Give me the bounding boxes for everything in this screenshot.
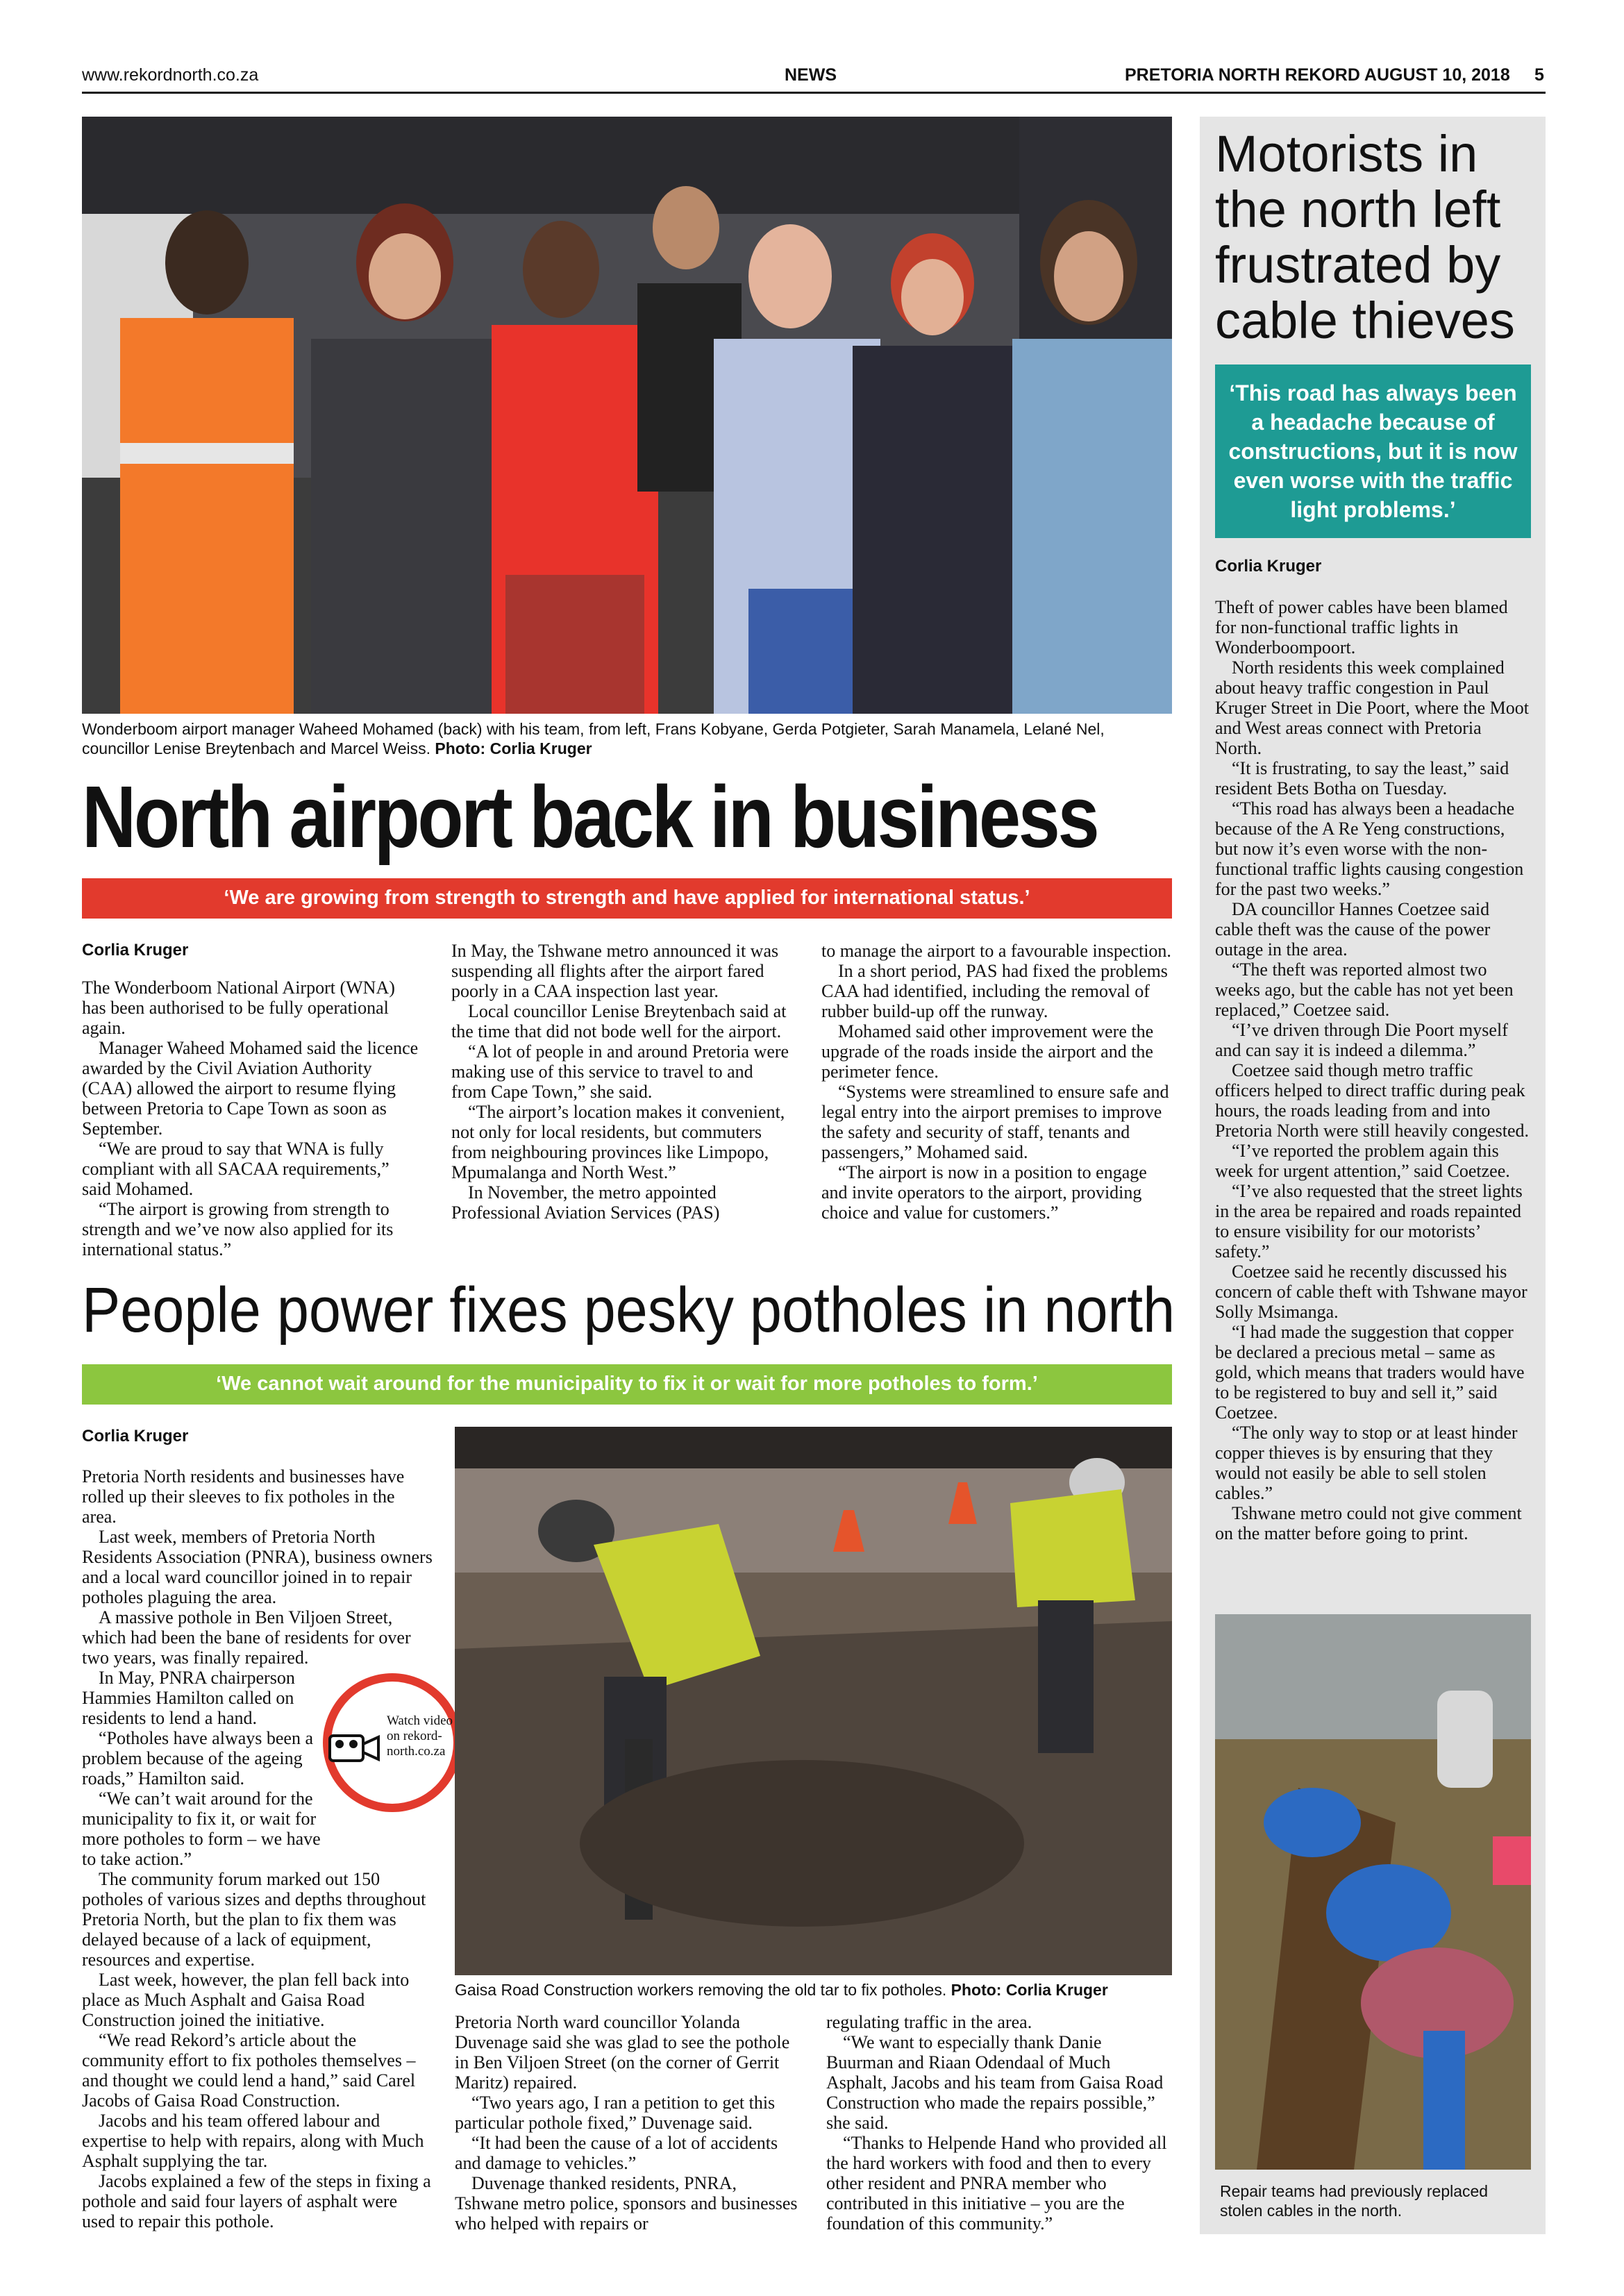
paragraph: “It is frustrating, to say the least,” said resident Bets Botha on Tuesday. [1215, 758, 1509, 798]
airport-caption-text: Wonderboom airport manager Waheed Mohamed (back) with his team, from left, Frans Kobyane, Gerda Potgieter, Sarah Manamela, Lelané Nel, councillor Lenise Breytenbach and Marcel Weiss. [82, 720, 1105, 757]
paragraph: “The airport’s location makes it convenient, not only for local residents, but commuters from neighbouring provinces like Limpopo, Mpumalanga and North West.” [451, 1102, 785, 1182]
paragraph: “It had been the cause of a lot of accidents and damage to vehicles.” [455, 2133, 778, 2173]
paragraph: In May, PNRA chairperson Hammies Hamilton called on residents to lend a hand. [82, 1668, 295, 1728]
potholes-byline: Corlia Kruger [82, 1427, 189, 1446]
paragraph: “I’ve also requested that the street lights in the area be repaired and roads repainted to ensure visibility for our motorists’ safety.” [1215, 1181, 1523, 1262]
paragraph: Theft of power cables have been blamed for non-functional traffic lights in Wonderboompoort. [1215, 597, 1508, 657]
pothole-caption-text: Gaisa Road Construction workers removing the old tar to fix potholes. [455, 1981, 947, 1999]
airport-pullquote: ‘We are growing from strength to strength and have applied for international status.’ [224, 887, 1030, 909]
paragraph: “The airport is now in a position to engage and invite operators to the airport, providing choice and value for customers.” [821, 1162, 1147, 1223]
paragraph: A massive pothole in Ben Viljoen Street, which had been the bane of residents for over two years, was finally repaired. [82, 1607, 411, 1668]
paragraph: Local councillor Lenise Breytenbach said at the time that did not bode well for the airport. [451, 1001, 787, 1041]
sidebar-body [1215, 597, 1531, 1543]
sidebar-byline: Corlia Kruger [1215, 557, 1322, 576]
paragraph: The community forum marked out 150 potholes of various sizes and depths throughout Pretoria North, but the plan to fix them was delayed because of a lack of equipment, resources and expertise. [82, 1869, 426, 1970]
potholes-pullquote: ‘We cannot wait around for the municipality to fix it or wait for more potholes to form.’ [216, 1373, 1038, 1395]
paragraph: In November, the metro appointed Professional Aviation Services (PAS) [451, 1182, 720, 1223]
sidebar-headline: Motorists in the north left frustrated by cable thieves [1215, 125, 1515, 349]
paragraph: The Wonderboom National Airport (WNA) has been authorised to be fully operational again. [82, 978, 395, 1038]
pothole-caption-credit: Photo: Corlia Kruger [951, 1981, 1108, 1999]
page-number: 5 [1534, 65, 1544, 85]
airport-photo-caption [82, 719, 1172, 758]
airport-column-2 [451, 941, 792, 1223]
pothole-repair-photo [455, 1427, 1172, 1975]
paragraph: Mohamed said other improvement were the upgrade of the roads inside the airport and the perimeter fence. [821, 1021, 1154, 1082]
paragraph: “We are proud to say that WNA is fully compliant with all SACAA requirements,” said Mohamed. [82, 1139, 390, 1199]
paragraph: DA councillor Hannes Coetzee said cable theft was the cause of the power outage in the area. [1215, 899, 1491, 960]
paragraph: Last week, however, the plan fell back into place as Much Asphalt and Gaisa Road Construction joined the initiative. [82, 1970, 410, 2030]
paragraph: “Thanks to Helpende Hand who provided all the hard workers with food and then to every other resident and PNRA member who contributed in this initiative – you are the foundation of this community.” [826, 2133, 1167, 2234]
paragraph: “Potholes have always been a problem because of the ageing roads,” Hamilton said. [82, 1728, 314, 1788]
paragraph: “A lot of people in and around Pretoria were making use of this service to travel to and from Cape Town,” she said. [451, 1041, 789, 1102]
publication-date: PRETORIA NORTH REKORD AUGUST 10, 2018 [1125, 65, 1510, 85]
paragraph: Jacobs and his team offered labour and expertise to help with repairs, along with Much Asphalt supplying the tar. [82, 2111, 424, 2171]
paragraph: Pretoria North residents and businesses have rolled up their sleeves to fix potholes in the area. [82, 1466, 405, 1527]
paragraph: to manage the airport to a favourable inspection. [821, 941, 1171, 961]
potholes-column-3 [826, 2012, 1172, 2234]
paragraph: “Two years ago, I ran a petition to get this particular pothole fixed,” Duvenage said. [455, 2093, 776, 2133]
paragraph: Pretoria North ward councillor Yolanda Duvenage said she was glad to see the pothole in Ben Viljoen Street (on the corner of Gerrit Maritz) repaired. [455, 2012, 790, 2093]
airport-headline: North airport back in business [82, 768, 1098, 866]
paragraph: “The only way to stop or at least hinder copper thieves is by ensuring that they would not easily be able to sell stolen cables.” [1215, 1423, 1518, 1503]
paragraph: “We read Rekord’s article about the community effort to fix potholes themselves – and thought we could lend a hand,” said Carel Jacobs of Gaisa Road Construction. [82, 2030, 416, 2111]
airport-team-photo [82, 117, 1172, 714]
paragraph: Coetzee said he recently discussed his concern of cable theft with Tshwane mayor Solly Msimanga. [1215, 1262, 1527, 1322]
cable-photo-caption: Repair teams had previously replaced stolen cables in the north. [1220, 2182, 1489, 2220]
paragraph: Jacobs explained a few of the steps in fixing a pothole and said four layers of asphalt were used to repair this pothole. [82, 2171, 431, 2231]
paragraph: “I’ve driven through Die Poort myself and can say it is indeed a dilemma.” [1215, 1020, 1508, 1060]
paragraph: “I’ve reported the problem again this week for urgent attention,” said Coetzee. [1215, 1141, 1510, 1181]
airport-caption-credit: Photo: Corlia Kruger [435, 739, 592, 757]
paragraph: “This road has always been a headache because of the A Re Yeng constructions, but now it’s even worse with the non-functional traffic lights causing congestion for the past two weeks.” [1215, 798, 1524, 899]
paragraph: “The theft was reported almost two weeks ago, but the cable has not yet been replaced,” Coetzee said. [1215, 960, 1514, 1020]
watch-video-badge[interactable] [323, 1673, 462, 1812]
paragraph: Tshwane metro could not give comment on the matter before going to print. [1215, 1503, 1522, 1543]
video-badge-text: Watch video on rekord-north.co.za [387, 1713, 453, 1759]
sidebar-pullquote: ‘This road has always been a headache because of constructions, but it is now even worse with the traffic light problems.’ [1228, 380, 1518, 522]
airport-column-3 [821, 941, 1172, 1223]
paragraph: “I had made the suggestion that copper be declared a precious metal – same as gold, which means that traders would have to be registered to buy and sell it,” said Coetzee. [1215, 1322, 1525, 1423]
airport-column-1 [82, 978, 422, 1259]
section-label: NEWS [785, 65, 837, 85]
potholes-headline: People power fixes pesky potholes in north [82, 1275, 1175, 1346]
paragraph: In a short period, PAS had fixed the problems CAA had identified, including the removal of rubber build-up off the runway. [821, 961, 1168, 1021]
paragraph: “The airport is growing from strength to strength and we’ve now also applied for its international status.” [82, 1199, 394, 1259]
paragraph: In May, the Tshwane metro announced it was suspending all flights after the airport fared poorly in a CAA inspection last year. [451, 941, 779, 1001]
airport-byline: Corlia Kruger [82, 941, 189, 960]
paragraph: North residents this week complained about heavy traffic congestion in Paul Kruger Street in Die Poort, where the Moot and West areas connect with Pretoria North. [1215, 657, 1530, 758]
cable-repair-photo [1215, 1614, 1531, 2170]
paragraph: “We can’t wait around for the municipality to fix it, or wait for more potholes to form – we have to take action.” [82, 1788, 321, 1869]
paragraph: Last week, members of Pretoria North Residents Association (PNRA), business owners and a local ward councillor joined in to repair potholes plaguing the area. [82, 1527, 433, 1607]
video-camera-icon [327, 1730, 387, 1770]
pothole-photo-caption [455, 1980, 1172, 2000]
paragraph: regulating traffic in the area. [826, 2012, 1032, 2032]
header-rule [82, 92, 1546, 94]
paragraph: Coetzee said though metro traffic officers helped to direct traffic during peak hours, the roads leading from and into Pretoria North were still heavily congested. [1215, 1060, 1529, 1141]
paragraph: Duvenage thanked residents, PNRA, Tshwane metro police, sponsors and businesses who helped with repairs or [455, 2173, 798, 2234]
paragraph: Manager Waheed Mohamed said the licence awarded by the Civil Aviation Authority (CAA) allowed the airport to resume flying between Pretoria to Cape Town as soon as September. [82, 1038, 419, 1139]
paragraph: “We want to especially thank Danie Buurman and Riaan Odendaal of Much Asphalt, Jacobs and his team from Gaisa Road Construction who made the repairs possible,” she said. [826, 2032, 1164, 2133]
website-url: www.rekordnorth.co.za [82, 65, 259, 85]
potholes-column-1 [82, 1466, 433, 2231]
potholes-column-2 [455, 2012, 798, 2234]
paragraph: “Systems were streamlined to ensure safe and legal entry into the airport premises to improve the safety and security of staff, tenants and passengers,” Mohamed said. [821, 1082, 1169, 1162]
